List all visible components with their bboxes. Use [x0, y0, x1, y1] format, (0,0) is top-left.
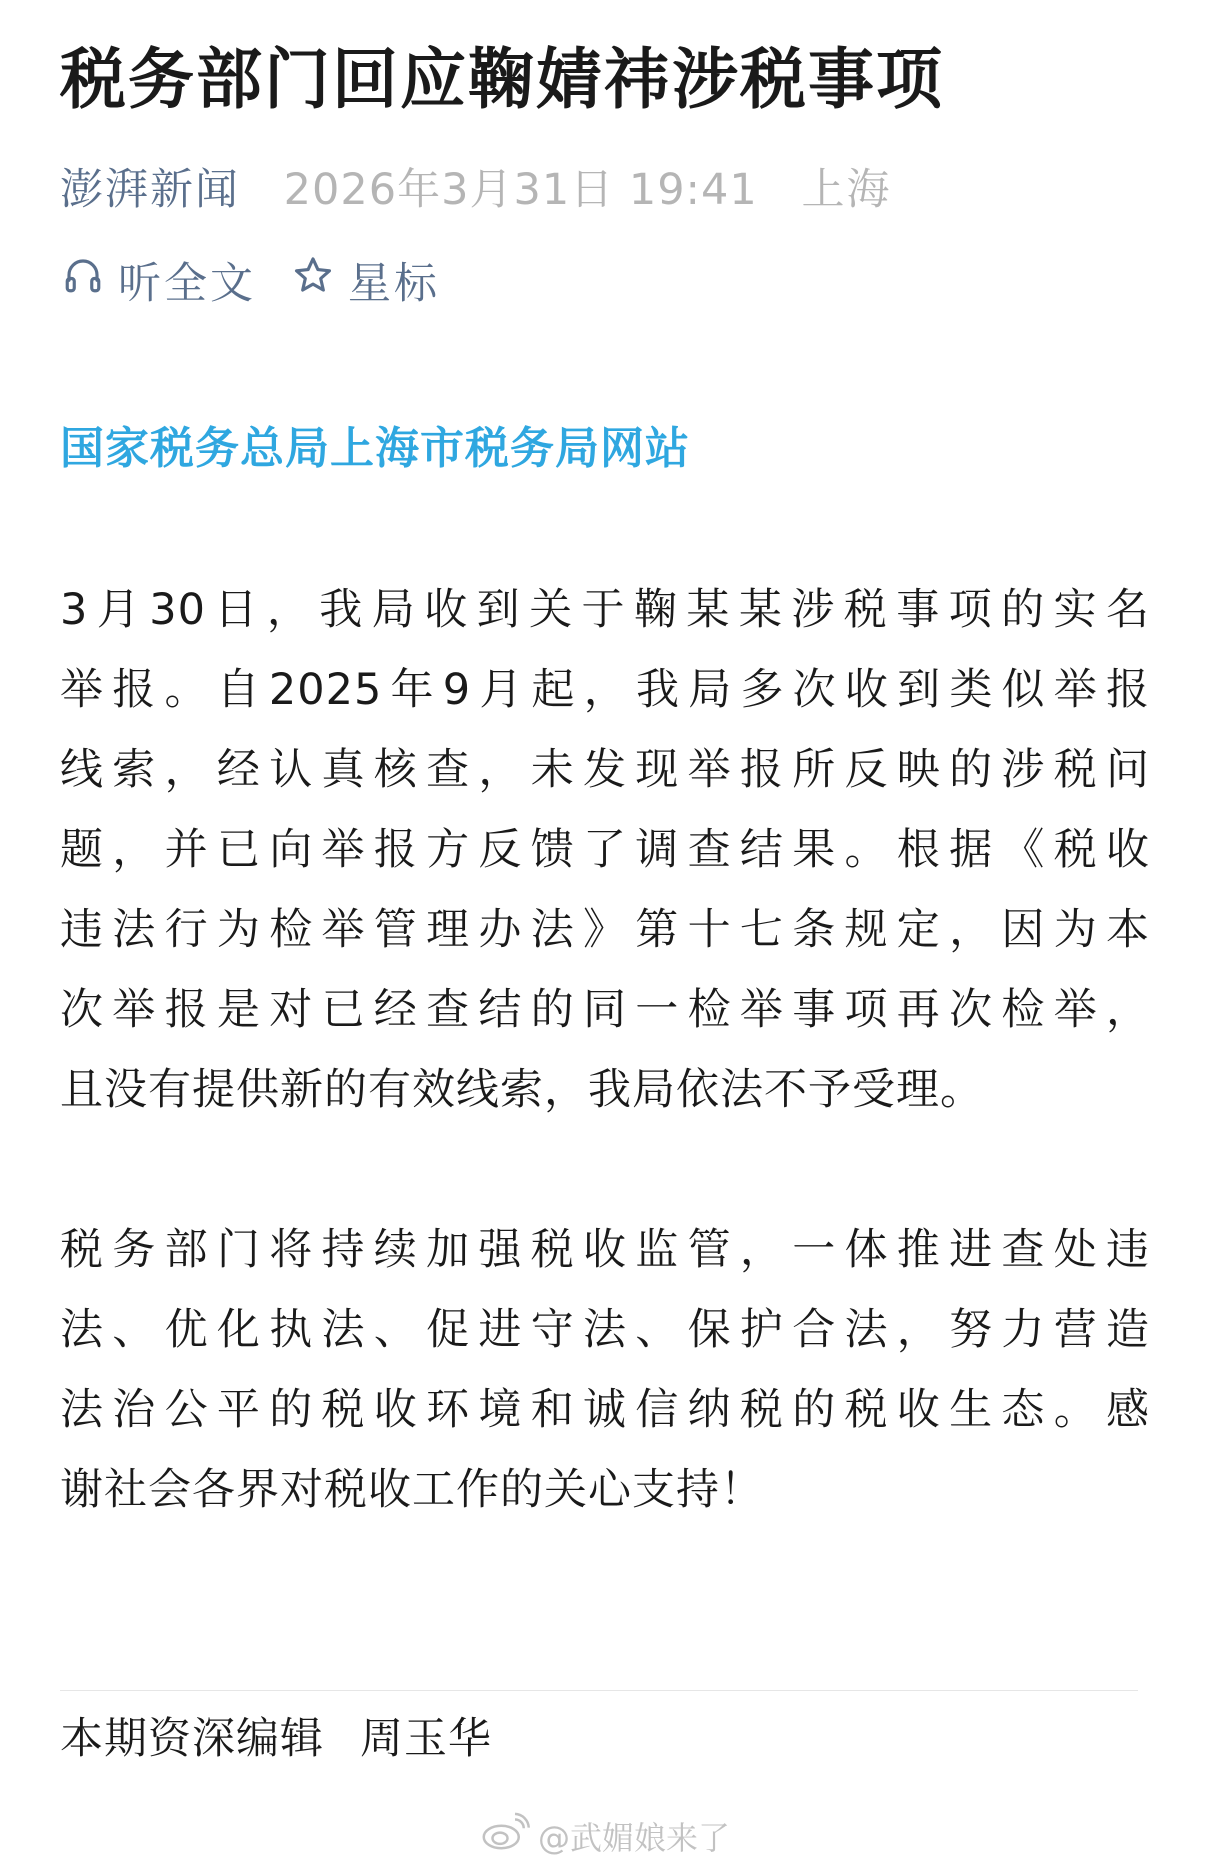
paragraph-line: 题，并已向举报方反馈了调查结果。根据《税收 [60, 825, 1150, 875]
article-datetime: 2026年3月31日 19:41 [283, 165, 758, 215]
paragraph-line: 税务部门将持续加强税收监管，一体推进查处违 [60, 1225, 1150, 1275]
star-button[interactable] [292, 250, 440, 311]
paragraph-line: 线索，经认真核查，未发现举报所反映的涉税问 [60, 745, 1150, 795]
article-location: 上海 [801, 165, 892, 215]
body-paragraph-2 [60, 1210, 1150, 1530]
watermark-text: @武媚娘来了 [538, 1819, 731, 1857]
paragraph-line: 且没有提供新的有效线索，我局依法不予受理。 [60, 1065, 984, 1115]
star-label: 星标 [348, 258, 440, 309]
star-outline-icon [292, 254, 348, 307]
listen-label: 听全文 [118, 258, 256, 309]
body-paragraph-1 [60, 570, 1150, 1130]
weibo-watermark [480, 1812, 730, 1860]
footer-divider [60, 1690, 1138, 1691]
listen-button[interactable] [62, 250, 256, 311]
paragraph-line: 法、优化执法、促进守法、保护合法，努力营造 [60, 1305, 1150, 1355]
paragraph-line: 违法行为检举管理办法》第十七条规定，因为本 [60, 905, 1150, 955]
editor-credit [60, 1708, 492, 1770]
article-origin-link[interactable]: 国家税务总局上海市税务局网站 [60, 423, 690, 474]
paragraph-line: 3月30日，我局收到关于鞠某某涉税事项的实名 [60, 585, 1150, 635]
paragraph-line: 举报。自2025年9月起，我局多次收到类似举报 [60, 665, 1150, 715]
article-source[interactable]: 澎湃新闻 [60, 165, 240, 215]
editor-name: 周玉华 [360, 1714, 492, 1764]
article-actions [62, 250, 440, 310]
paragraph-line: 谢社会各界对税收工作的关心支持！ [60, 1465, 764, 1515]
article-meta [60, 160, 891, 220]
weibo-logo-icon [480, 1812, 538, 1860]
paragraph-line: 法治公平的税收环境和诚信纳税的税收生态。感 [60, 1385, 1150, 1435]
article-title: 税务部门回应鞠婧祎涉税事项 [60, 41, 944, 118]
paragraph-line: 次举报是对已经查结的同一检举事项再次检举， [60, 985, 1150, 1035]
headphones-icon [62, 254, 118, 307]
editor-label: 本期资深编辑 [60, 1714, 324, 1764]
